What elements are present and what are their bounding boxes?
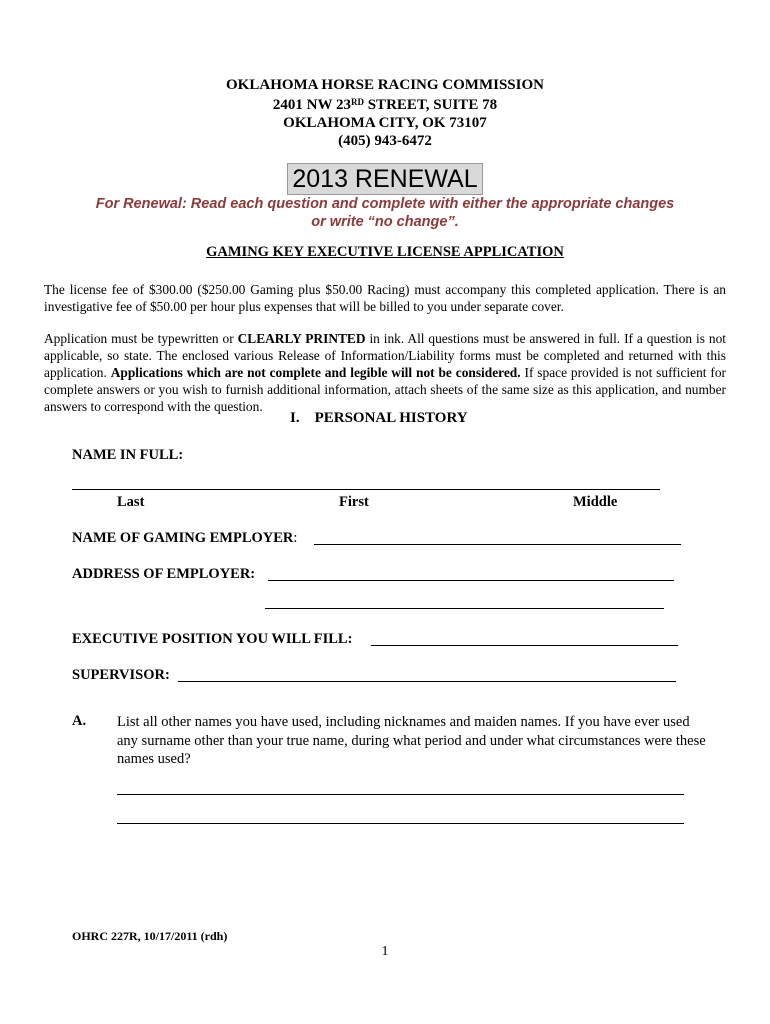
gaming-employer-label [72,530,297,547]
section-title: PERSONAL HISTORY [314,410,468,426]
gaming-employer-line[interactable] [314,544,681,545]
form-code: OHRC 227R, 10/17/2011 (rdh) [72,929,228,943]
question-a-answer-line-2[interactable] [117,823,684,824]
address-number: 2401 NW 23 [272,97,351,113]
fee-paragraph: The license fee of $300.00 ($250.00 Gaming plus $50.00 Racing) must accompany this completed application. There is an investigative fee of $50.00 per hour plus expenses that will be billed to you under separate cover. [44,282,726,314]
org-name: OKLAHOMA HORSE RACING COMMISSION [226,77,544,93]
question-a-answer-line-1[interactable] [117,794,684,795]
name-in-full-line[interactable] [72,489,660,490]
gaming-employer-text: NAME OF GAMING EMPLOYER [72,530,294,546]
section-number: I. [290,410,300,426]
org-phone: (405) 943-6472 [338,133,432,149]
instructions-emphasis-1: CLEARLY PRINTED [237,331,366,346]
gaming-employer-colon: : [293,530,298,546]
question-a-text: List all other names you have used, including nicknames and maiden names. If you have ever used any surname other than your true name, during what period and under what circumstances were these names used? [117,714,706,767]
section-heading [290,410,468,427]
name-last-label: Last [117,494,145,510]
instructions-emphasis-2: Applications which are not complete and legible will not be considered. [110,365,521,380]
renewal-instruction-line-1: For Renewal: Read each question and complete with either the appropriate changes [95,196,675,212]
page-number: 1 [381,944,389,959]
instructions-text-3: If space provided is not sufficient for complete answers or you wish to furnish additional information, attach sheets of the same size as this application, and number answers to correspond with the question. [44,365,726,414]
employer-address-label: ADDRESS OF EMPLOYER: [72,566,256,582]
instructions-text-2: in ink. All questions must be answered in full. If a question is not applicable, so state. The enclosed various Release of Information/Liability forms must be completed and returned with this application. [44,331,726,380]
employer-address-line-2[interactable] [265,608,664,609]
question-a-letter: A. [72,713,87,729]
org-address [0,96,770,115]
form-title: GAMING KEY EXECUTIVE LICENSE APPLICATION [206,244,564,260]
supervisor-line[interactable] [178,681,676,682]
org-city: OKLAHOMA CITY, OK 73107 [283,115,487,131]
renewal-title-wrap [0,163,770,195]
renewal-title: 2013 RENEWAL [287,163,482,195]
address-rest: STREET, SUITE 78 [363,97,498,113]
instructions-text-1: Application must be typewritten or [44,331,238,346]
supervisor-label: SUPERVISOR: [72,667,170,683]
executive-position-label: EXECUTIVE POSITION YOU WILL FILL: [72,631,353,647]
name-in-full-label: NAME IN FULL: [72,447,184,463]
executive-position-line[interactable] [371,645,678,646]
employer-address-line-1[interactable] [268,580,674,581]
address-superscript: RD [350,97,364,107]
instructions-paragraph [44,330,726,415]
renewal-instruction-line-2: or write “no change”. [311,214,459,230]
name-middle-label: Middle [573,494,618,510]
name-first-label: First [339,494,369,510]
